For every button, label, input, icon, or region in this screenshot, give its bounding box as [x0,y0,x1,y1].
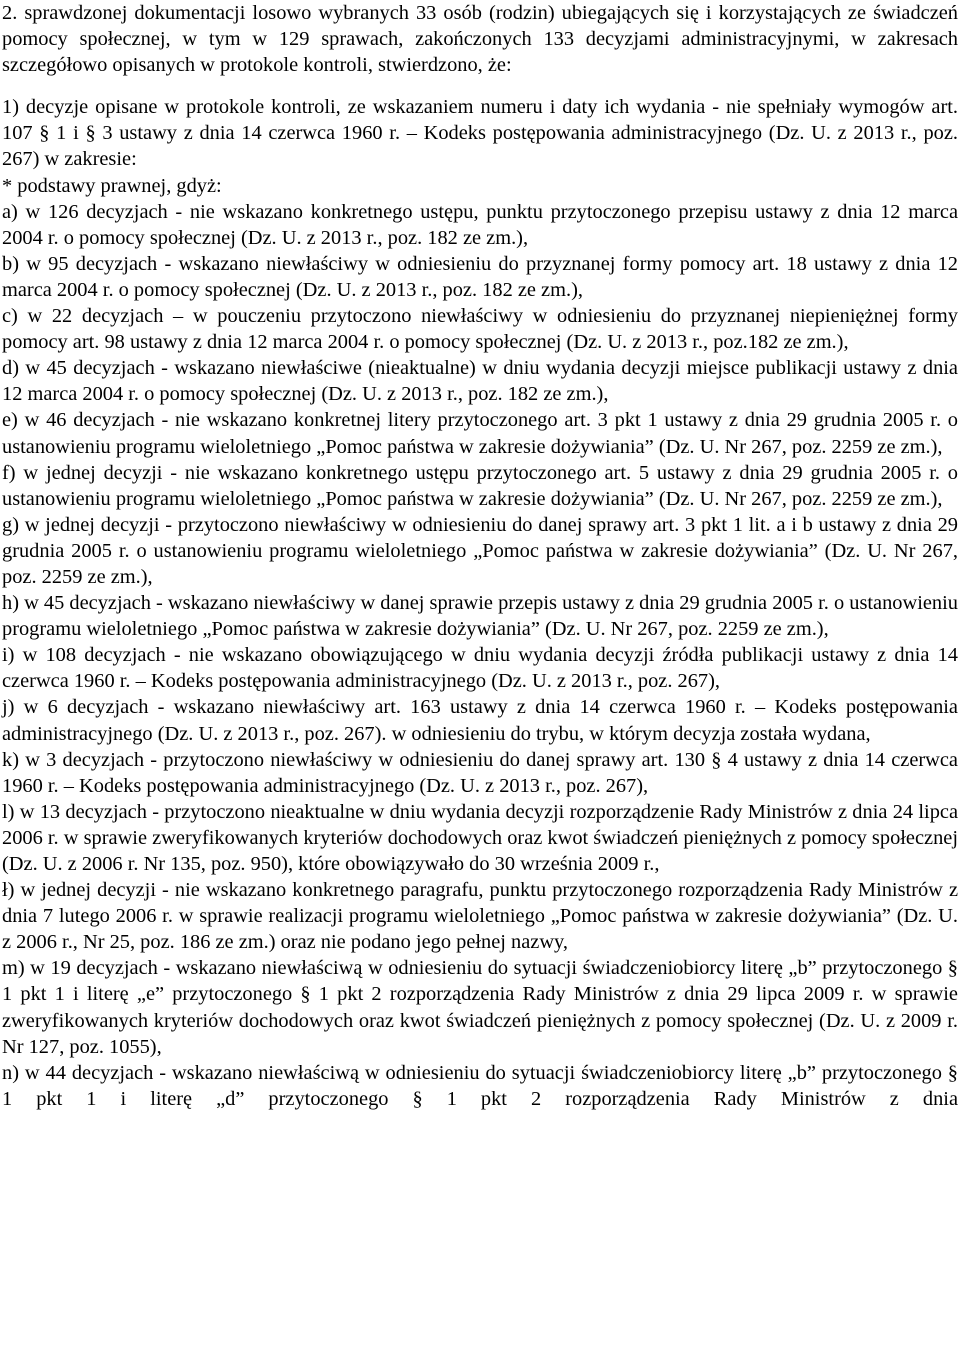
list-item-l: l) w 13 decyzjach - przytoczono nieaktualne w dniu wydania decyzji rozporządzenie Rady Ministrów z dnia 24 lipca 2006 r. w sprawie zweryfikowanych kryteriów dochodowych oraz kwot świadczeń pieniężnych z pomocy społecznej (Dz. U. z 2006 r. Nr 135, poz. 950), które obowiązywało do 30 września 2009 r., [2,800,958,875]
paragraph-gap [2,78,958,94]
list-item-a: a) w 126 decyzjach - nie wskazano konkretnego ustępu, punktu przytoczonego przepisu ustawy z dnia 12 marca 2004 r. o pomocy społecznej (Dz. U. z 2013 r., poz. 182 ze zm.), [2,200,958,249]
list-item-c: c) w 22 decyzjach – w pouczeniu przytoczono niewłaściwy w odniesieniu do przyznanej niepieniężnej formy pomocy art. 98 ustawy z dnia 12 marca 2004 r. o pomocy społecznej (Dz. U. z 2013 r., poz.182 ze zm.), [2,305,958,354]
list-item-i: i) w 108 decyzjach - nie wskazano obowiązującego w dniu wydania decyzji źródła publikacji ustawy z dnia 14 czerwca 1960 r. – Kodeks postępowania administracyjnego (Dz. U. z 2013 r., poz. 267), [2,644,958,693]
list-item-l-stroke: ł) w jednej decyzji - nie wskazano konkretnego paragrafu, punktu przytoczonego rozporządzenia Rady Ministrów z dnia 7 lutego 2006 r. w sprawie realizacji programu wieloletniego „Pomoc państwa w zakresie dożywiania” (Dz. U. z 2006 r., Nr 25, poz. 186 ze zm.) oraz nie podano jego pełnej nazwy, [2,879,958,954]
list-item-m: m) w 19 decyzjach - wskazano niewłaściwą w odniesieniu do sytuacji świadczeniobiorcy literę „b” przytoczonego § 1 pkt 1 i literę „e” przytoczonego § 1 pkt 2 rozporządzenia Rady Ministrów z dnia 29 lipca 2009 r. w sprawie zweryfikowanych kryteriów dochodowych oraz kwot świadczeń pieniężnych z pomocy społecznej (Dz. U. z 2009 r. Nr 127, poz. 1055), [2,957,958,1058]
legal-basis-heading: * podstawy prawnej, gdyż: [2,174,222,197]
list-item-g: g) w jednej decyzji - przytoczono niewłaściwy w odniesieniu do danej sprawy art. 3 pkt 1 lit. a i b ustawy z dnia 29 grudnia 2005 r. o ustanowieniu programu wieloletniego „Pomoc państwa w zakresie dożywiania” (Dz. U. Nr 267, poz. 2259 ze zm.), [2,513,958,588]
list-item-n: n) w 44 decyzjach - wskazano niewłaściwą w odniesieniu do sytuacji świadczeniobiorcy literę „b” przytoczonego § 1 pkt 1 i literę „d” przytoczonego § 1 pkt 2 rozporządzenia Rady Ministrów z dnia [2,1061,958,1110]
list-item-f: f) w jednej decyzji - nie wskazano konkretnego ustępu przytoczonego art. 5 ustawy z dnia 29 grudnia 2005 r. o ustanowieniu programu wieloletniego „Pomoc państwa w zakresie dożywiania” (Dz. U. Nr 267, poz. 2259 ze zm.), [2,461,958,510]
list-item-h: h) w 45 decyzjach - wskazano niewłaściwy w danej sprawie przepis ustawy z dnia 29 grudnia 2005 r. o ustanowieniu programu wieloletniego „Pomoc państwa w zakresie dożywiania” (Dz. U. Nr 267, poz. 2259 ze zm.), [2,592,958,641]
list-item-k: k) w 3 decyzjach - przytoczono niewłaściwy w odniesieniu do danej sprawy art. 130 § 4 ustawy z dnia 14 czerwca 1960 r. – Kodeks postępowania administracyjnego (Dz. U. z 2013 r., poz. 267), [2,748,958,797]
list-item-d: d) w 45 decyzjach - wskazano niewłaściwe (nieaktualne) w dniu wydania decyzji miejsce publikacji ustawy z dnia 12 marca 2004 r. o pomocy społecznej (Dz. U. z 2013 r., poz. 182 ze zm.), [2,357,958,406]
finding-1-paragraph: 1) decyzje opisane w protokole kontroli, ze wskazaniem numeru i daty ich wydania - nie spełniały wymogów art. 107 § 1 i § 3 ustawy z dnia 14 czerwca 1960 r. – Kodeks postępowania administracyjnego (Dz. U. z 2013 r., poz. 267) w zakresie: [2,96,958,171]
intro-paragraph: 2. sprawdzonej dokumentacji losowo wybranych 33 osób (rodzin) ubiegających się i korzystających ze świadczeń pomocy społecznej, w tym w 129 sprawach, zakończonych 133 decyzjami administracyjnymi, w zakresach szczegółowo opisanych w protokole kontroli, stwierdzono, że: [2,2,958,77]
list-item-b: b) w 95 decyzjach - wskazano niewłaściwy w odniesieniu do przyznanej formy pomocy art. 18 ustawy z dnia 12 marca 2004 r. o pomocy społecznej (Dz. U. z 2013 r., poz. 182 ze zm.), [2,252,958,301]
list-item-e: e) w 46 decyzjach - nie wskazano konkretnej litery przytoczonego art. 3 pkt 1 ustawy z dnia 29 grudnia 2005 r. o ustanowieniu programu wieloletniego „Pomoc państwa w zakresie dożywiania” (Dz. U. Nr 267, poz. 2259 ze zm.), [2,409,958,458]
document-page [2,0,958,1112]
list-item-j: j) w 6 decyzjach - wskazano niewłaściwy art. 163 ustawy z dnia 14 czerwca 1960 r. – Kodeks postępowania administracyjnego (Dz. U. z 2013 r., poz. 267). w odniesieniu do trybu, w którym decyzja została wydana, [2,696,958,745]
